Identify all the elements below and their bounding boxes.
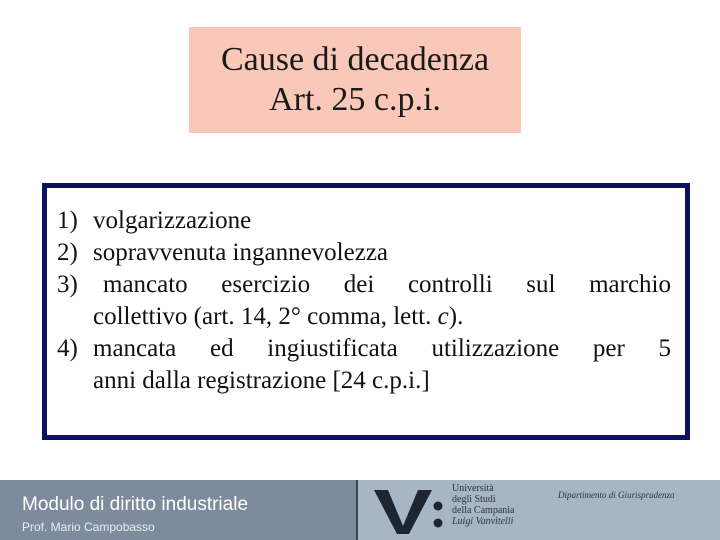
list-item-text-line1: mancato esercizio dei controlli sul marchio [103,271,671,298]
list-item [57,237,671,269]
slide-title: Cause di decadenza [220,41,490,78]
university-line: Luigi Vanvitelli [452,516,514,527]
list-item-number: 2) [57,239,78,266]
footer-divider [356,480,358,540]
footer-course-panel [0,480,356,540]
list-item [57,269,671,333]
course-title: Modulo di diritto industriale [22,494,249,515]
slide-footer [0,480,720,540]
list-item-text-line1: mancata ed ingiustificata utilizzazione per 5 [93,335,671,362]
list-item-text-line2: anni dalla registrazione [24 c.p.i.] [93,367,430,394]
list-item-text-part: collettivo (art. 14, 2° comma, lett. [93,303,438,330]
list-item [57,205,671,237]
list-item-text: volgarizzazione [93,207,252,234]
university-line: della Campania [452,505,515,516]
vanvitelli-v-logo-icon [372,486,444,536]
list-item-text: sopravvenuta ingannevolezza [93,239,389,266]
list-item-number: 4) [57,335,78,362]
list-item-number: 1) [57,207,78,234]
list-item-text-line2 [93,301,671,333]
list-item-number: 3) [57,271,78,298]
list-item-text [93,333,671,397]
causes-list-box [42,183,690,440]
university-line: degli Studi [452,494,496,505]
professor-name: Prof. Mario Campobasso [22,520,155,534]
slide-subtitle: Art. 25 c.p.i. [269,81,441,118]
list-item-text-emph: c [437,303,449,330]
list-item-text [93,269,671,333]
university-name [452,483,514,527]
slide-title-box [189,27,521,133]
list-item [57,333,671,397]
department-name: Dipartimento di Giurisprudenza [558,490,675,500]
list-item-text-part: ). [448,303,464,330]
university-line: Università [452,483,494,494]
